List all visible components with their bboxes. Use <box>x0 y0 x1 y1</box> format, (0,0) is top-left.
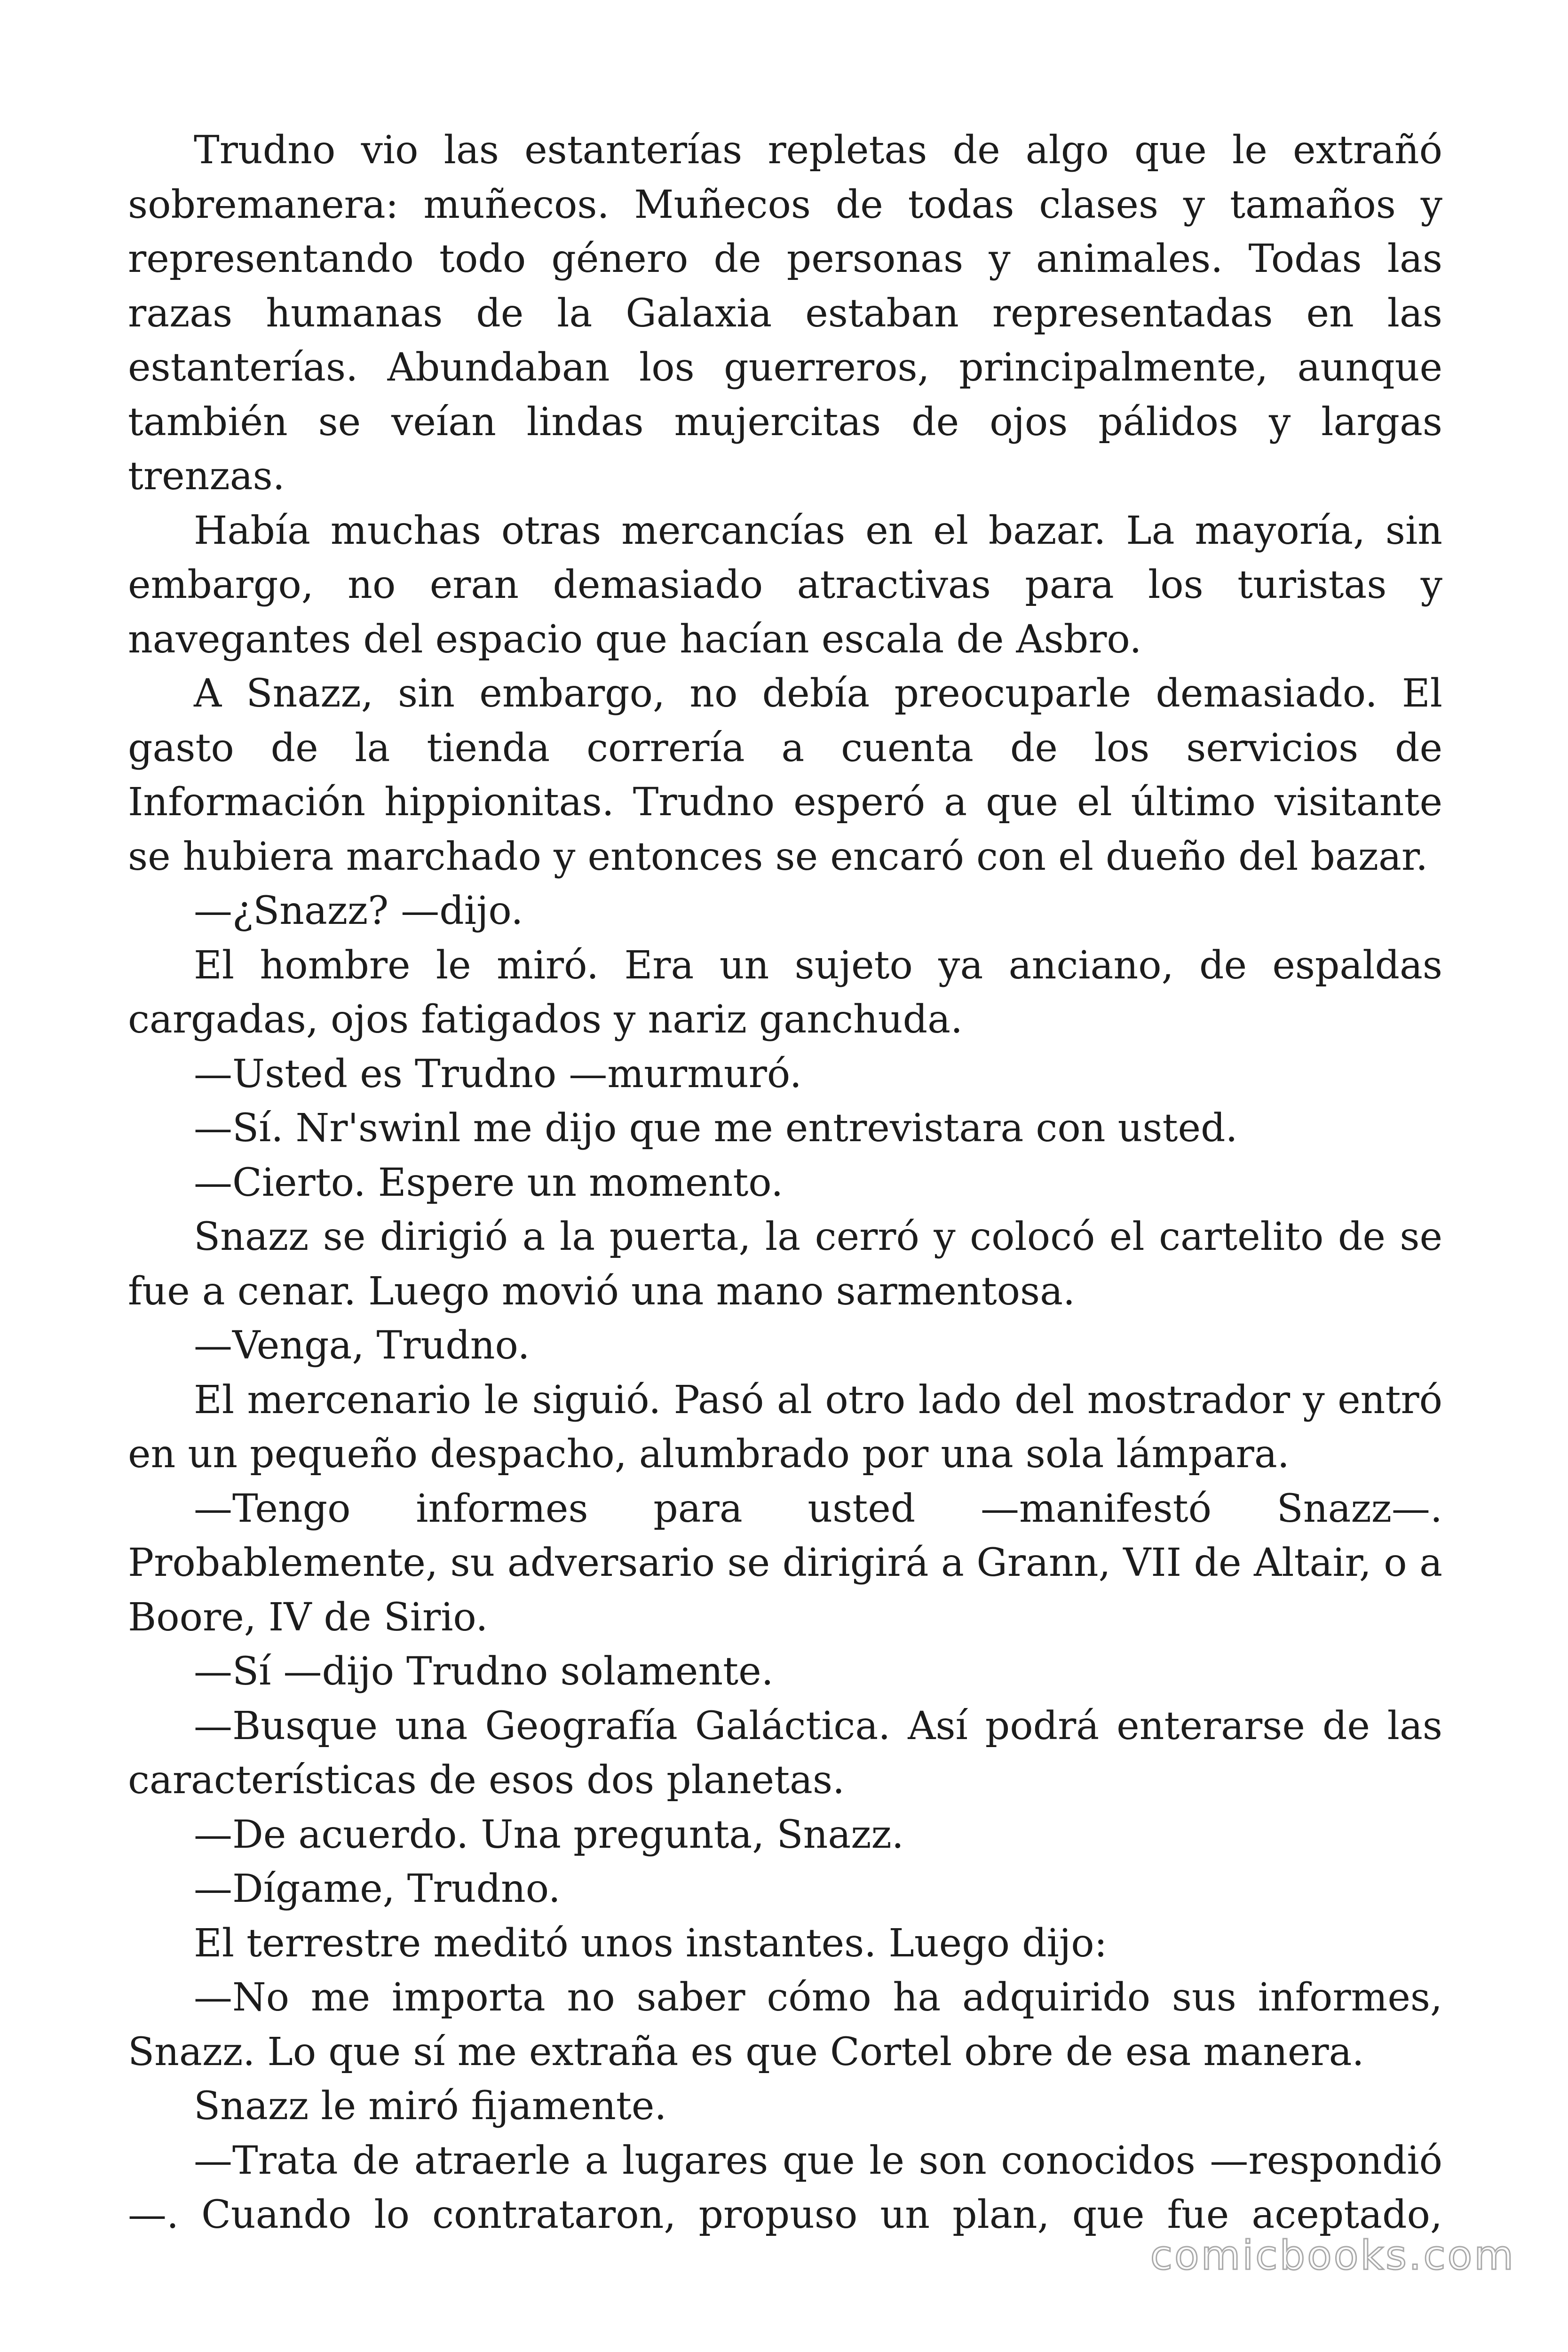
watermark: comicbooks.com <box>1150 2232 1515 2279</box>
paragraph: —Tengo informes para usted —manifestó Snazz—. Probablemente, su adversario se dirigirá a Grann, VII de Altair, o a Boore, IV de Sirio. <box>128 1486 1442 1640</box>
paragraph: El mercenario le siguió. Pasó al otro lado del mostrador y entró en un pequeño despacho, alumbrado por una sola lámpara. <box>128 1377 1442 1477</box>
paragraph: —De acuerdo. Una pregunta, Snazz. <box>194 1812 904 1857</box>
paragraph: —Busque una Geografía Galáctica. Así podrá enterarse de las características de esos dos planetas. <box>128 1703 1442 1803</box>
paragraph: El hombre le miró. Era un sujeto ya anciano, de espaldas cargadas, ojos fatigados y nariz ganchuda. <box>128 943 1442 1042</box>
paragraph: —Sí. Nr'swinl me dijo que me entrevistara con usted. <box>194 1106 1238 1151</box>
paragraph: —Usted es Trudno —murmuró. <box>194 1051 802 1097</box>
paragraph: —Sí —dijo Trudno solamente. <box>194 1649 774 1694</box>
paragraph: —Trata de atraerle a lugares que le son conocidos —respondió —. Cuando lo contrataron, propuso un plan, que fue aceptado, <box>128 2138 1442 2237</box>
paragraph: Había muchas otras mercancías en el bazar. La mayoría, sin embargo, no eran demasiado atractivas para los turistas y navegantes del espacio que hacían escala de Asbro. <box>128 508 1442 662</box>
paragraph: —Dígame, Trudno. <box>194 1867 561 1911</box>
paragraph: —¿Snazz? —dijo. <box>194 889 523 933</box>
paragraph: Snazz le miró fijamente. <box>194 2084 667 2129</box>
paragraph: El terrestre meditó unos instantes. Luego dijo: <box>194 1921 1108 1966</box>
paragraph: Snazz se dirigió a la puerta, la cerró y colocó el cartelito de se fue a cenar. Luego movió una mano sarmentosa. <box>128 1215 1442 1314</box>
paragraph: —Venga, Trudno. <box>194 1323 530 1368</box>
paragraph: —No me importa no saber cómo ha adquirido sus informes, Snazz. Lo que sí me extraña es que Cortel obre de esa manera. <box>128 1975 1442 2074</box>
paragraph: Trudno vio las estanterías repletas de algo que le extrañó sobremanera: muñecos. Muñecos de todas clases y tamaños y representando todo género de personas y animales. Todas las razas humanas de la Galaxia estaban representadas en las estanterías. Abundaban los guerreros, principalmente, aunque también se veían lindas mujercitas de ojos pálidos y largas trenzas. <box>128 128 1442 499</box>
paragraph: A Snazz, sin embargo, no debía preocuparle demasiado. El gasto de la tienda correría a cuenta de los servicios de Información hippionitas. Trudno esperó a que el último visitante se hubiera marchado y entonces se encaró con el dueño del bazar. <box>128 671 1442 879</box>
page-text <box>128 123 1442 2242</box>
paragraph: —Cierto. Espere un momento. <box>194 1160 784 1205</box>
